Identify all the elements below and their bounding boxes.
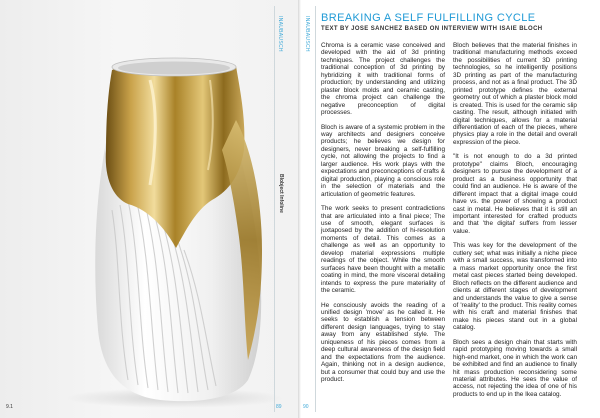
left-folio: 9.1 [6, 404, 13, 410]
paragraph: Bloch sees a design chain that starts with rapid prototyping moving towards a small high-end market, one in which the work can be exhibited and find an audience to finally hit mass production reconsidering some material attributes. He sees the value of access, not rejecting the idea of one of his products to end up in the Ikea catalog. [453, 338, 577, 398]
right-page-number: 90 [303, 404, 309, 410]
chroma-vase-photo [0, 0, 298, 418]
article-byline: TEXT BY JOSE SANCHEZ BASED ON INTERVIEW WITH ISAIE BLOCH [321, 26, 543, 32]
article-title: BREAKING A SELF FULFILLING CYCLE [321, 12, 536, 24]
vase-opening [118, 62, 230, 75]
article-column-1 [321, 42, 445, 390]
right-page [301, 0, 600, 418]
left-side-label: INAUBAUSCH [277, 16, 283, 52]
paragraph: Bloch believes that the material finishes in traditional manufacturing methods exceed the possibilities of current 3D printing technologies, so he intelligently positions 3D printing as part of the manufacturing process, and not as a final product. The 3D printed prototype defines the external geometry out of which a plaster block mold is created. This is used for the ceramic slip casting. The result, although initiated with digital techniques, allows for a material differentiation of each of the pieces, where physics play a role in the detail and overall expression of the piece. [453, 42, 577, 146]
left-side-brand: Blobject Infoline [278, 174, 284, 213]
right-side-tab [301, 6, 316, 412]
right-side-label: INAUBAUSCH [304, 16, 310, 52]
left-side-tab [274, 6, 293, 412]
paragraph: This was key for the development of the cutlery set; what was initially a niche piece with a small success, was transformed into a mass market opportunity once the first metal cast pieces started being developed. Bloch reflects on the different audience and clients at different stages of development and understands the value to give a sense of 'reality' to the product. This reality comes with his craft and material finishes that make his pieces stand out in a global catalog. [453, 242, 577, 332]
article-column-2 [453, 42, 577, 405]
paragraph: Chroma is a ceramic vase conceived and developed with the aid of 3d printing techniques. The project challenges the traditional conception of 3d printing by hybridizing it with traditional forms of production; by understanding and utilizing plaster block molds and ceramic casting, the chroma project can challenge the negative preconception of digital processes. [321, 42, 445, 117]
paragraph: He consciously avoids the reading of a unified design 'move' as he called it. He seeks to establish a tension between different design languages, trying to stay away from any established style. The uniqueness of his pieces comes from a deep cultural awareness of the design field and the expectations from the audience. Again, thinking not in a design audience, but a consumer that could buy and use the product. [321, 301, 445, 384]
left-page-number: 89 [276, 404, 282, 410]
paragraph: Bloch is aware of a systemic problem in the way architects and designers conceive products; he believes we design for designers, never breaking a self-fulfilling cycle, not allowing the projects to find a larger audience. His work plays with the expectations and preconceptions of crafts & digital production, playing a conscious role in the selection of materials and the articulation of geometric features. [321, 123, 445, 198]
paragraph: The work seeks to present contradictions that are articulated into a final piece; The use of smooth, elegant surfaces is juxtaposed by the addition of hi-resolution moments of detail. This comes as a challenge as well as an opportunity to develop material expressions multiple readings of the object. While the smooth surfaces have been thought with a metallic coating in mind, the more visceral detailing intends to express the pure materiality of the ceramic. [321, 205, 445, 295]
paragraph: "It is not enough to do a 3d printed prototype" claims Bloch, encouraging designers to pursue the development of a product as a business opportunity that could find an audience. He is aware of the different impact that a digital image could have vs. the power of showing a product cast in metal. He believes that it is still an important interested for crafted products and that 'the digital' suffers from lesser value. [453, 153, 577, 235]
left-page [0, 0, 298, 418]
